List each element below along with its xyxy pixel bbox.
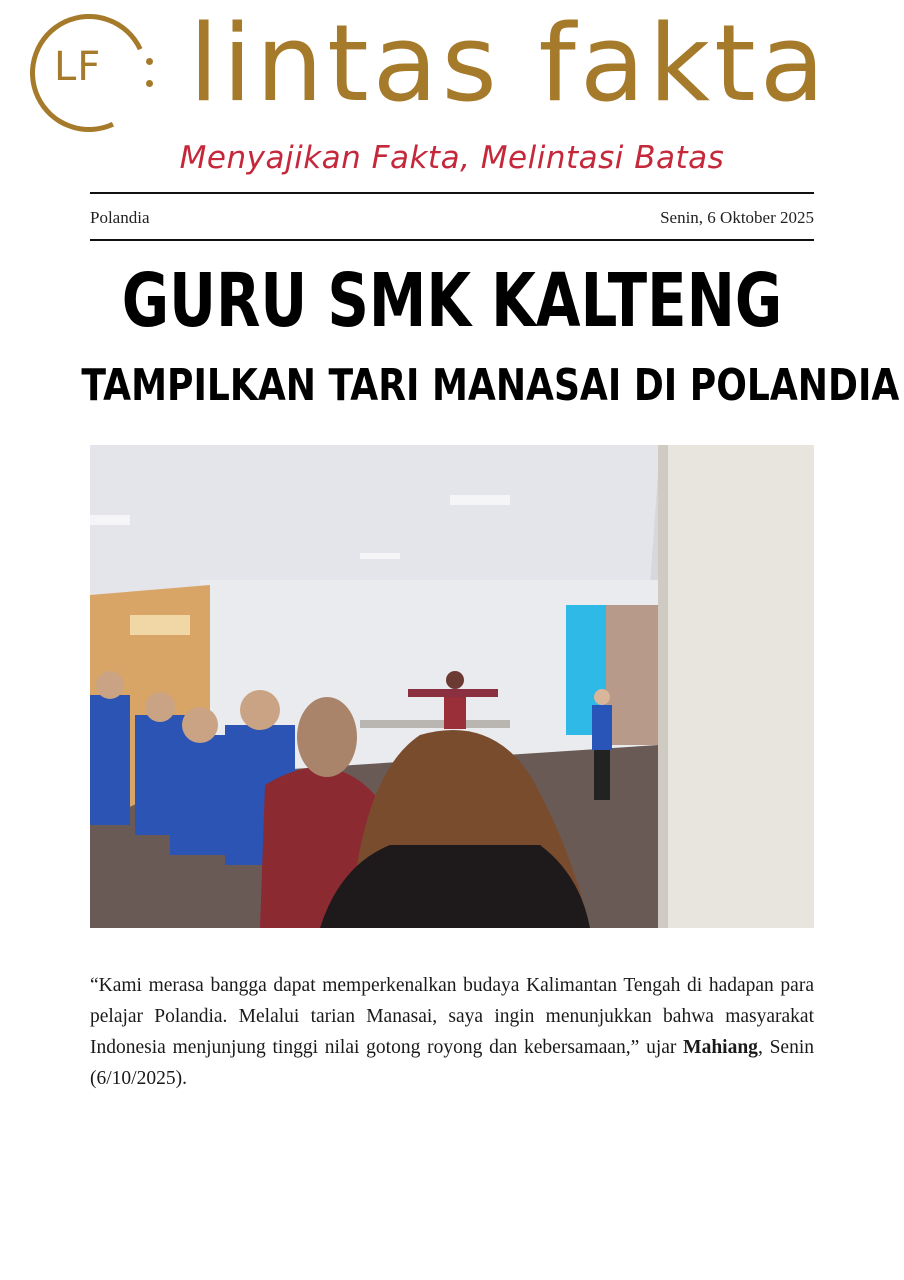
speaker-name: Mahiang: [683, 1037, 758, 1058]
dateline: [90, 208, 814, 228]
article-photo: [90, 445, 814, 928]
article-paragraph: [90, 970, 814, 1094]
dance-performance-photo: [90, 445, 814, 928]
headline: GURU SMK KALTENG: [121, 258, 783, 344]
tagline: Menyajikan Fakta, Melintasi Batas: [179, 140, 725, 176]
top-rule: [90, 192, 814, 194]
dateline-location: Polandia: [90, 208, 150, 227]
logo-dots-icon: [146, 54, 154, 90]
quote-attribution: , Senin (6/10/2025).: [90, 1037, 814, 1089]
masthead-logo: [24, 2, 884, 140]
brand-name: lintas fakta: [189, 2, 829, 125]
dateline-date: Senin, 6 Oktober 2025: [660, 208, 814, 227]
quote-text: “Kami merasa bangga dapat memperkenalkan budaya Kalimantan Tengah di hadapan para pelajar Polandia. Melalui tarian Manasai, saya ingin menunjukkan bahwa masyarakat Indonesia menjunjung tinggi nilai gotong royong dan kebersamaan,” ujar: [90, 975, 814, 1058]
bottom-rule: [90, 239, 814, 241]
subheadline: TAMPILKAN TARI MANASAI DI POLANDIA: [81, 360, 900, 411]
logo-initials: LF: [54, 44, 102, 90]
